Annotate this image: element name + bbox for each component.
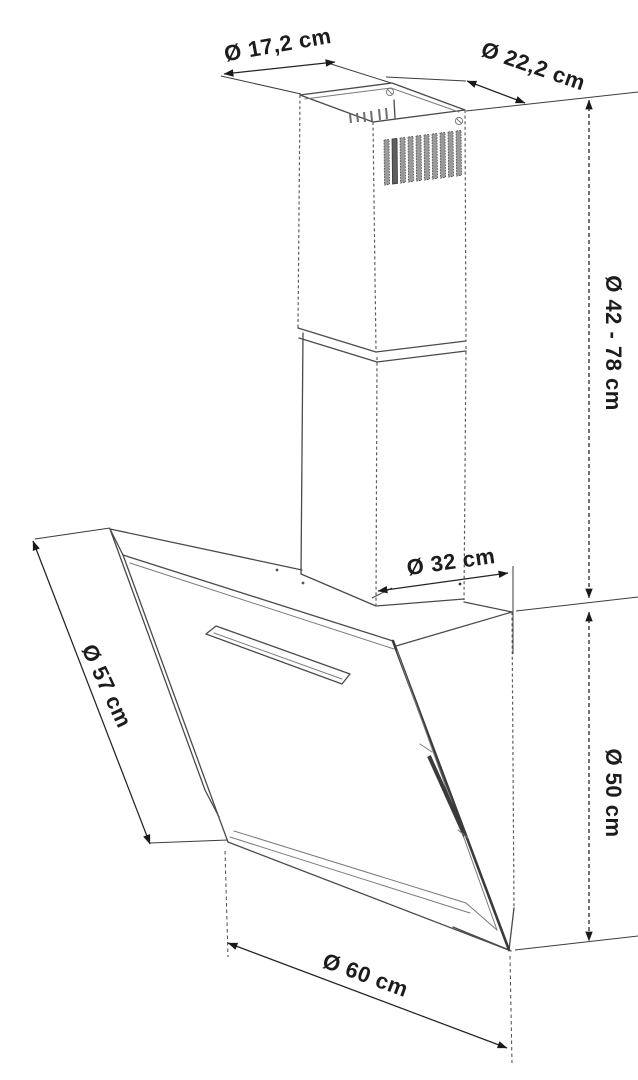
chimney-upper-section <box>298 83 466 362</box>
dimension-body-depth <box>372 543 513 654</box>
hood-body <box>110 529 514 951</box>
grille-slat <box>400 137 406 183</box>
dimension-chimney-height <box>589 100 626 598</box>
extension-line <box>225 851 512 1063</box>
dimension-line <box>228 943 507 1048</box>
handle-recess <box>206 626 350 684</box>
dimension-label: Ø 22,2 cm <box>478 36 589 96</box>
chimney-right-edge <box>465 110 466 341</box>
dimension-label: Ø 60 cm <box>319 947 412 1002</box>
grille-slat <box>440 132 446 178</box>
glass-bottom-edge <box>228 842 511 951</box>
platform-right-edge <box>396 612 512 646</box>
dimension-label: Ø 42 - 78 cm <box>601 275 626 411</box>
chimney-front-corner-edge <box>373 122 376 352</box>
screw-icon <box>455 117 462 124</box>
dimension-line <box>378 573 508 591</box>
glass-bottom-inner-edges <box>230 831 497 930</box>
grille-slat <box>408 136 414 182</box>
extension-line <box>386 77 638 111</box>
glass-top-edge <box>123 555 393 641</box>
glass-top-inner-edge <box>130 563 394 649</box>
duct-pin <box>394 100 395 118</box>
chimney-left-edge <box>298 95 300 328</box>
grille-slat <box>432 133 438 179</box>
hood-back-right-edge <box>512 612 514 908</box>
reference-dot <box>459 583 462 586</box>
extension-line <box>221 64 391 94</box>
dimension-top-depth <box>221 23 391 94</box>
dimension-label: Ø 32 cm <box>405 542 497 581</box>
grille-slat <box>456 130 462 176</box>
dimension-body-width <box>225 851 512 1063</box>
chimney-lower-front-corner-edge <box>376 357 377 605</box>
dimension-label: Ø 50 cm <box>601 748 626 838</box>
grille-slat <box>424 134 430 180</box>
control-strip <box>420 744 468 838</box>
dimension-body-height <box>515 597 638 950</box>
chimney-joint-rim <box>298 328 466 362</box>
vent-grille <box>384 130 462 185</box>
grille-slat <box>416 135 422 181</box>
glass-right-inner-edge <box>397 651 497 930</box>
grille-slat <box>448 131 454 177</box>
reference-dot <box>302 582 305 585</box>
dimension-label: Ø 17,2 cm <box>222 22 334 67</box>
dimension-label: Ø 57 cm <box>76 640 137 732</box>
dimension-line <box>467 81 525 103</box>
screw-icon <box>386 88 393 95</box>
chimney-lower-left-edge <box>301 333 303 574</box>
reference-dot <box>276 569 279 572</box>
grille-slat <box>392 138 398 184</box>
glass-left-edge <box>123 555 228 842</box>
grille-slat <box>384 139 390 185</box>
dimension-line <box>33 541 150 844</box>
side-bottom-edge <box>453 908 514 950</box>
